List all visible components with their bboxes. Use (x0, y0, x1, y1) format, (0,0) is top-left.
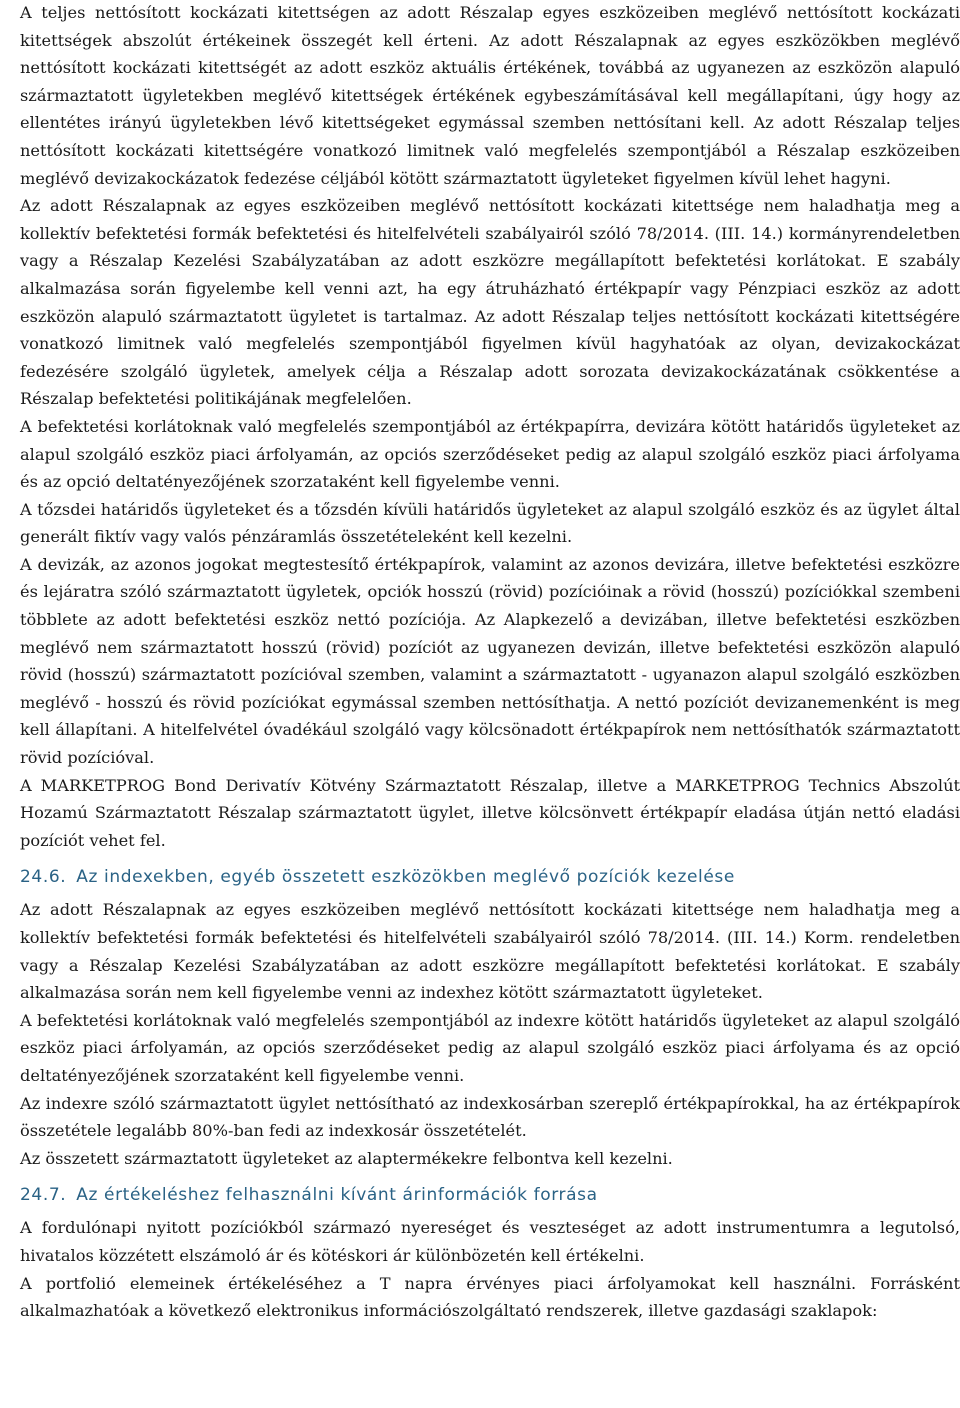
section-number: 24.6. (20, 867, 67, 888)
paragraph-net-position: A devizák, az azonos jogokat megtestesítő értékpapírok, valamint az azonos devizára, illetve befektetési eszközre és lejáratra szóló származtatott ügyletek, opciók hosszú (rövid) pozícióinak a rövid (hosszú) pozíciókkal szembeni többlete az adott befektetési eszköz nettó pozíciója. Az Alapkezelő a devizában, illetve befektetési eszközben meglévő nem származtatott hosszú (rövid) pozíciót az ugyanezen devizán, illetve befektetési eszközön alapuló rövid (hosszú) származtatott pozícióval szemben, valamint a származtatott - ugyanazon alapul szolgáló eszközben meglévő - hosszú és rövid pozíciókat egymással szemben nettósíthatja. A nettó pozíciót devizanemenként is meg kell állapítani. A hitelfelvétel óvadékául szolgáló vagy kölcsönadott értékpapírok nem nettósíthatók származtatott rövid pozícióval. (20, 554, 960, 768)
section-title: Az értékeléshez felhasználni kívánt árinformációk forrása (76, 1185, 598, 1206)
section-number: 24.7. (20, 1185, 67, 1206)
section-heading-24-7 (20, 1184, 960, 1206)
paragraph-complex-derivatives: Az összetett származtatott ügyleteket az alaptermékekre felbontva kell kezelni. (20, 1148, 673, 1168)
paragraph-index-exposure-limit: Az adott Részalapnak az egyes eszközeiben meglévő nettósított kockázati kitettsége nem haladhatja meg a kollektív befektetési formák befektetési és hitelfelvételi szabályairól szóló 78/2014. (III. 14.) Korm. rendeletben vagy a Részalap Kezelési Szabályzatában az adott eszközre megállapított befektetési korlátokat. E szabály alkalmazása során nem kell figyelembe venni az indexhez kötött származtatott ügyleteket. (20, 900, 960, 1003)
paragraph-net-exposure-limit: Az adott Részalapnak az egyes eszközeiben meglévő nettósított kockázati kitettsége nem haladhatja meg a kollektív befektetési formák befektetési és hitelfelvételi szabályairól szóló 78/2014. (III. 14.) kormányrendeletben vagy a Részalap Kezelési Szabályzatában az adott eszközre megállapított befektetési korlátokat. E szabály alkalmazása során figyelembe kell venni azt, ha egy átruházható értékpapír vagy Pénzpiaci eszköz az adott eszközön alapuló származtatott ügyletet is tartalmaz. Az adott Részalap teljes nettósított kockázati kitettségére vonatkozó limitnek való megfelelés szempontjából figyelmen kívül hagyhatóak az olyan, devizakockázat fedezésére szolgáló ügyletek, amelyek célja a Részalap adott sorozata devizakockázatának csökkentése a Részalap befektetési politikájának megfelelően. (20, 196, 960, 409)
paragraph-short-position: A MARKETPROG Bond Derivatív Kötvény Származtatott Részalap, illetve a MARKETPROG Technics Abszolút Hozamú Származtatott Részalap származtatott ügylet, illetve kölcsönvett értékpapír eladása útján nettó eladási pozíciót vehet fel. (20, 775, 960, 850)
paragraph-index-netting: Az indexre szóló származtatott ügylet nettósítható az indexkosárban szereplő értékpapírokkal, ha az értékpapírok összetétele legalább 80%-ban fedi az indexkosár összetételét. (20, 1093, 960, 1141)
section-title: Az indexekben, egyéb összetett eszközökben meglévő pozíciók kezelése (76, 867, 735, 888)
paragraph-compliance-futures-options: A befektetési korlátoknak való megfelelés szempontjából az értékpapírra, devizára kötött határidős ügyleteket az alapul szolgáló eszköz piaci árfolyamán, az opciós szerződéseket pedig az alapul szolgáló eszköz piaci árfolyama és az opció deltatényezőjének szorzataként kell figyelembe venni. (20, 416, 960, 492)
paragraph-price-sources: A portfolió elemeinek értékeléséhez a T napra érvényes piaci árfolyamokat kell használni. Forrásként alkalmazhatóak a következő elektronikus információszolgáltató rendszerek, illetve gazdasági szaklapok: (20, 1273, 960, 1321)
paragraph-exchange-otc-futures: A tőzsdei határidős ügyleteket és a tőzsdén kívüli határidős ügyleteket az alapul szolgáló eszköz és az ügylet által generált fiktív vagy valós pénzáramlás összetételeként kell kezelni. (20, 499, 960, 547)
paragraph-net-exposure-definition: A teljes nettósított kockázati kitettségen az adott Részalap egyes eszközeiben meglévő nettósított kockázati kitettségek abszolút értékeinek összegét kell érteni. Az adott Részalapnak az egyes eszközökben meglévő nettósított kockázati kitettségét az adott eszköz aktuális értékének, továbbá az ugyanezen az eszközön alapuló származtatott ügyletekben meglévő kitettségek értékének egybeszámításával kell megállapítani, úgy hogy az ellentétes irányú ügyletekben lévő kitettségeket egymással szemben nettósítani kell. Az adott Részalap teljes nettósított kockázati kitettségére vonatkozó limitnek való megfelelés szempontjából a Részalap eszközeiben meglévő devizakockázatok fedezése céljából kötött származtatott ügyleteket figyelmen kívül lehet hagyni. (20, 3, 960, 188)
paragraph-open-positions-valuation: A fordulónapi nyitott pozíciókból származó nyereséget és veszteséget az adott instrumentumra a legutolsó, hivatalos közzétett elszámoló ár és kötéskori ár különbözetén kell értékelni. (20, 1218, 960, 1265)
document-page (20, 0, 960, 1325)
section-heading-24-6 (20, 866, 960, 888)
paragraph-index-futures-options: A befektetési korlátoknak való megfelelés szempontjából az indexre kötött határidős ügyleteket az alapul szolgáló eszköz piaci árfolyamán, az opciós szerződéseket pedig az alapul szolgáló eszköz piaci árfolyama és az opció deltatényezőjének szorzataként kell figyelembe venni. (20, 1010, 960, 1085)
